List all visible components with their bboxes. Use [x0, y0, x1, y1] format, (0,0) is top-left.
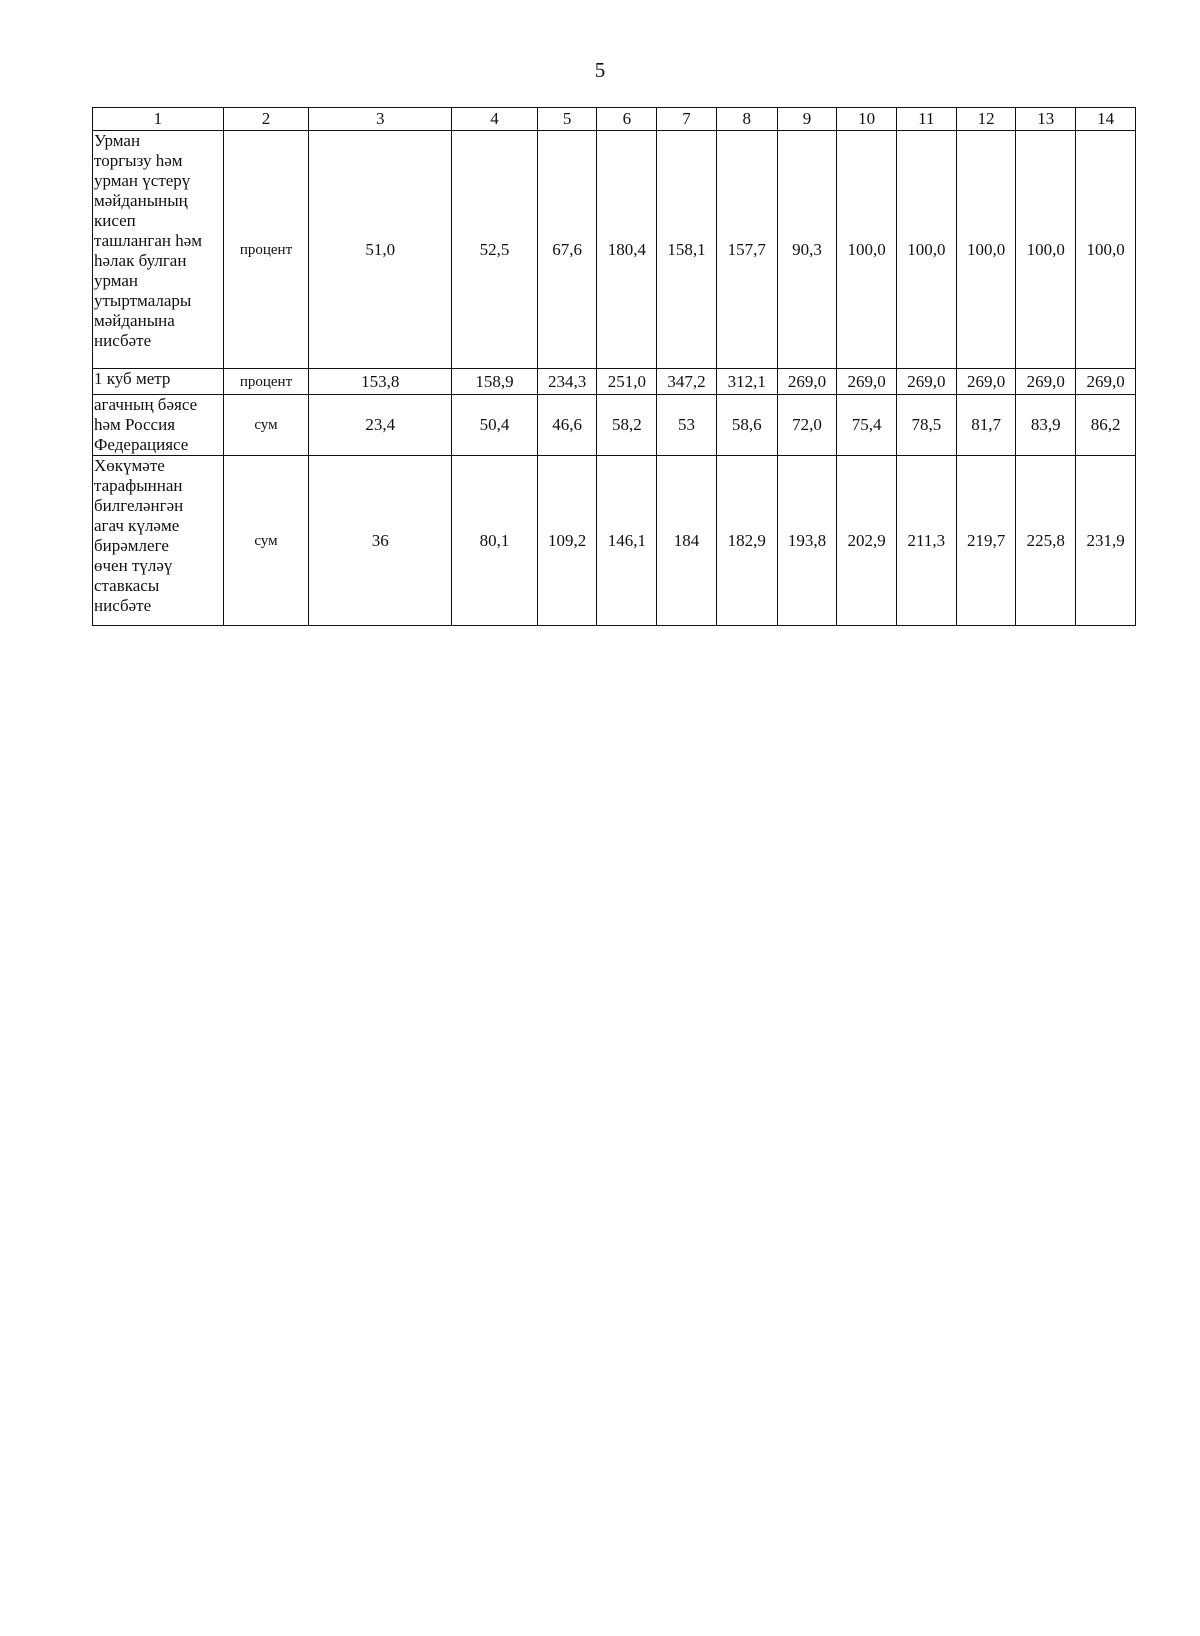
- indicator-name-line: 1 куб метр: [94, 369, 171, 388]
- indicator-name-line: һәм Россия: [94, 415, 176, 434]
- value-cell: 86,2: [1076, 395, 1136, 456]
- value-cell: 100,0: [1016, 131, 1076, 369]
- indicator-name-line: мәйданының: [94, 191, 188, 210]
- value-cell: 72,0: [777, 395, 837, 456]
- value-cell: 219,7: [956, 456, 1016, 626]
- value-cell: 81,7: [956, 395, 1016, 456]
- value-cell: 146,1: [597, 456, 657, 626]
- value-cell: 225,8: [1016, 456, 1076, 626]
- indicator-name-line: агач күләме: [94, 516, 180, 535]
- value-cell: 46,6: [537, 395, 597, 456]
- column-number-cell: 3: [309, 108, 452, 131]
- indicator-name-line: Хөкүмәте: [94, 456, 165, 475]
- value-cell: 23,4: [309, 395, 452, 456]
- unit-cell: сум: [223, 456, 308, 626]
- unit-cell: процент: [223, 131, 308, 369]
- value-cell: 50,4: [452, 395, 537, 456]
- indicator-name-cell: [93, 395, 224, 456]
- indicator-name-line: торгызу һәм: [94, 151, 183, 170]
- page-number: 5: [594, 58, 606, 82]
- value-cell: 153,8: [309, 369, 452, 395]
- value-cell: 100,0: [897, 131, 957, 369]
- value-cell: 100,0: [1076, 131, 1136, 369]
- indicator-name-line: һәлак булган: [94, 251, 187, 270]
- value-cell: 158,9: [452, 369, 537, 395]
- indicator-name-line: тарафыннан: [94, 476, 183, 495]
- value-cell: 100,0: [956, 131, 1016, 369]
- value-cell: 157,7: [716, 131, 777, 369]
- value-cell: 83,9: [1016, 395, 1076, 456]
- value-cell: 234,3: [537, 369, 597, 395]
- value-cell: 269,0: [777, 369, 837, 395]
- indicator-name-cell: [93, 131, 224, 369]
- value-cell: 51,0: [309, 131, 452, 369]
- indicator-name-line: ташланган һәм: [94, 231, 203, 250]
- value-cell: 202,9: [837, 456, 897, 626]
- indicator-name-cell: [93, 369, 224, 395]
- indicator-name-line: мәйданына: [94, 311, 175, 330]
- value-cell: 58,2: [597, 395, 657, 456]
- column-number-cell: 10: [837, 108, 897, 131]
- value-cell: 269,0: [837, 369, 897, 395]
- value-cell: 269,0: [897, 369, 957, 395]
- value-cell: 231,9: [1076, 456, 1136, 626]
- value-cell: 75,4: [837, 395, 897, 456]
- column-number-cell: 8: [716, 108, 777, 131]
- column-number-cell: 7: [657, 108, 717, 131]
- column-number-cell: 11: [897, 108, 957, 131]
- value-cell: 67,6: [537, 131, 597, 369]
- value-cell: 158,1: [657, 131, 717, 369]
- value-cell: 58,6: [716, 395, 777, 456]
- table-row: [93, 395, 1136, 456]
- table-row: [93, 131, 1136, 369]
- value-cell: 109,2: [537, 456, 597, 626]
- value-cell: 100,0: [837, 131, 897, 369]
- unit-cell: сум: [223, 395, 308, 456]
- value-cell: 184: [657, 456, 717, 626]
- value-cell: 180,4: [597, 131, 657, 369]
- indicator-name-line: өчен түләү: [94, 556, 173, 575]
- column-number-cell: 2: [223, 108, 308, 131]
- value-cell: 211,3: [897, 456, 957, 626]
- indicator-name-line: билгеләнгән: [94, 496, 184, 515]
- indicator-name-cell: [93, 456, 224, 626]
- value-cell: 251,0: [597, 369, 657, 395]
- value-cell: 347,2: [657, 369, 717, 395]
- unit-cell: процент: [223, 369, 308, 395]
- indicator-name-line: урман үстерү: [94, 171, 191, 190]
- column-number-cell: 14: [1076, 108, 1136, 131]
- value-cell: 53: [657, 395, 717, 456]
- indicator-name-line: кисеп: [94, 211, 136, 230]
- table-header-row: [93, 108, 1136, 131]
- value-cell: 80,1: [452, 456, 537, 626]
- indicator-name-line: бирәмлеге: [94, 536, 169, 555]
- value-cell: 269,0: [1016, 369, 1076, 395]
- value-cell: 78,5: [897, 395, 957, 456]
- indicator-name-line: Урман: [94, 131, 141, 150]
- value-cell: 312,1: [716, 369, 777, 395]
- column-number-cell: 1: [93, 108, 224, 131]
- column-number-cell: 4: [452, 108, 537, 131]
- value-cell: 269,0: [1076, 369, 1136, 395]
- table-row: [93, 456, 1136, 626]
- column-number-cell: 9: [777, 108, 837, 131]
- value-cell: 90,3: [777, 131, 837, 369]
- data-table: [92, 107, 1136, 626]
- indicator-name-line: утыртмалары: [94, 291, 192, 310]
- indicator-name-line: Федерациясе: [94, 435, 189, 454]
- indicator-name-line: нисбәте: [94, 596, 152, 615]
- indicator-name-line: урман: [94, 271, 139, 290]
- value-cell: 269,0: [956, 369, 1016, 395]
- value-cell: 182,9: [716, 456, 777, 626]
- column-number-cell: 12: [956, 108, 1016, 131]
- column-number-cell: 6: [597, 108, 657, 131]
- column-number-cell: 13: [1016, 108, 1076, 131]
- value-cell: 36: [309, 456, 452, 626]
- value-cell: 193,8: [777, 456, 837, 626]
- indicator-name-line: ставкасы: [94, 576, 160, 595]
- indicator-name-line: нисбәте: [94, 331, 152, 350]
- column-number-cell: 5: [537, 108, 597, 131]
- table-row: [93, 369, 1136, 395]
- indicator-name-line: агачның бәясе: [94, 395, 198, 414]
- value-cell: 52,5: [452, 131, 537, 369]
